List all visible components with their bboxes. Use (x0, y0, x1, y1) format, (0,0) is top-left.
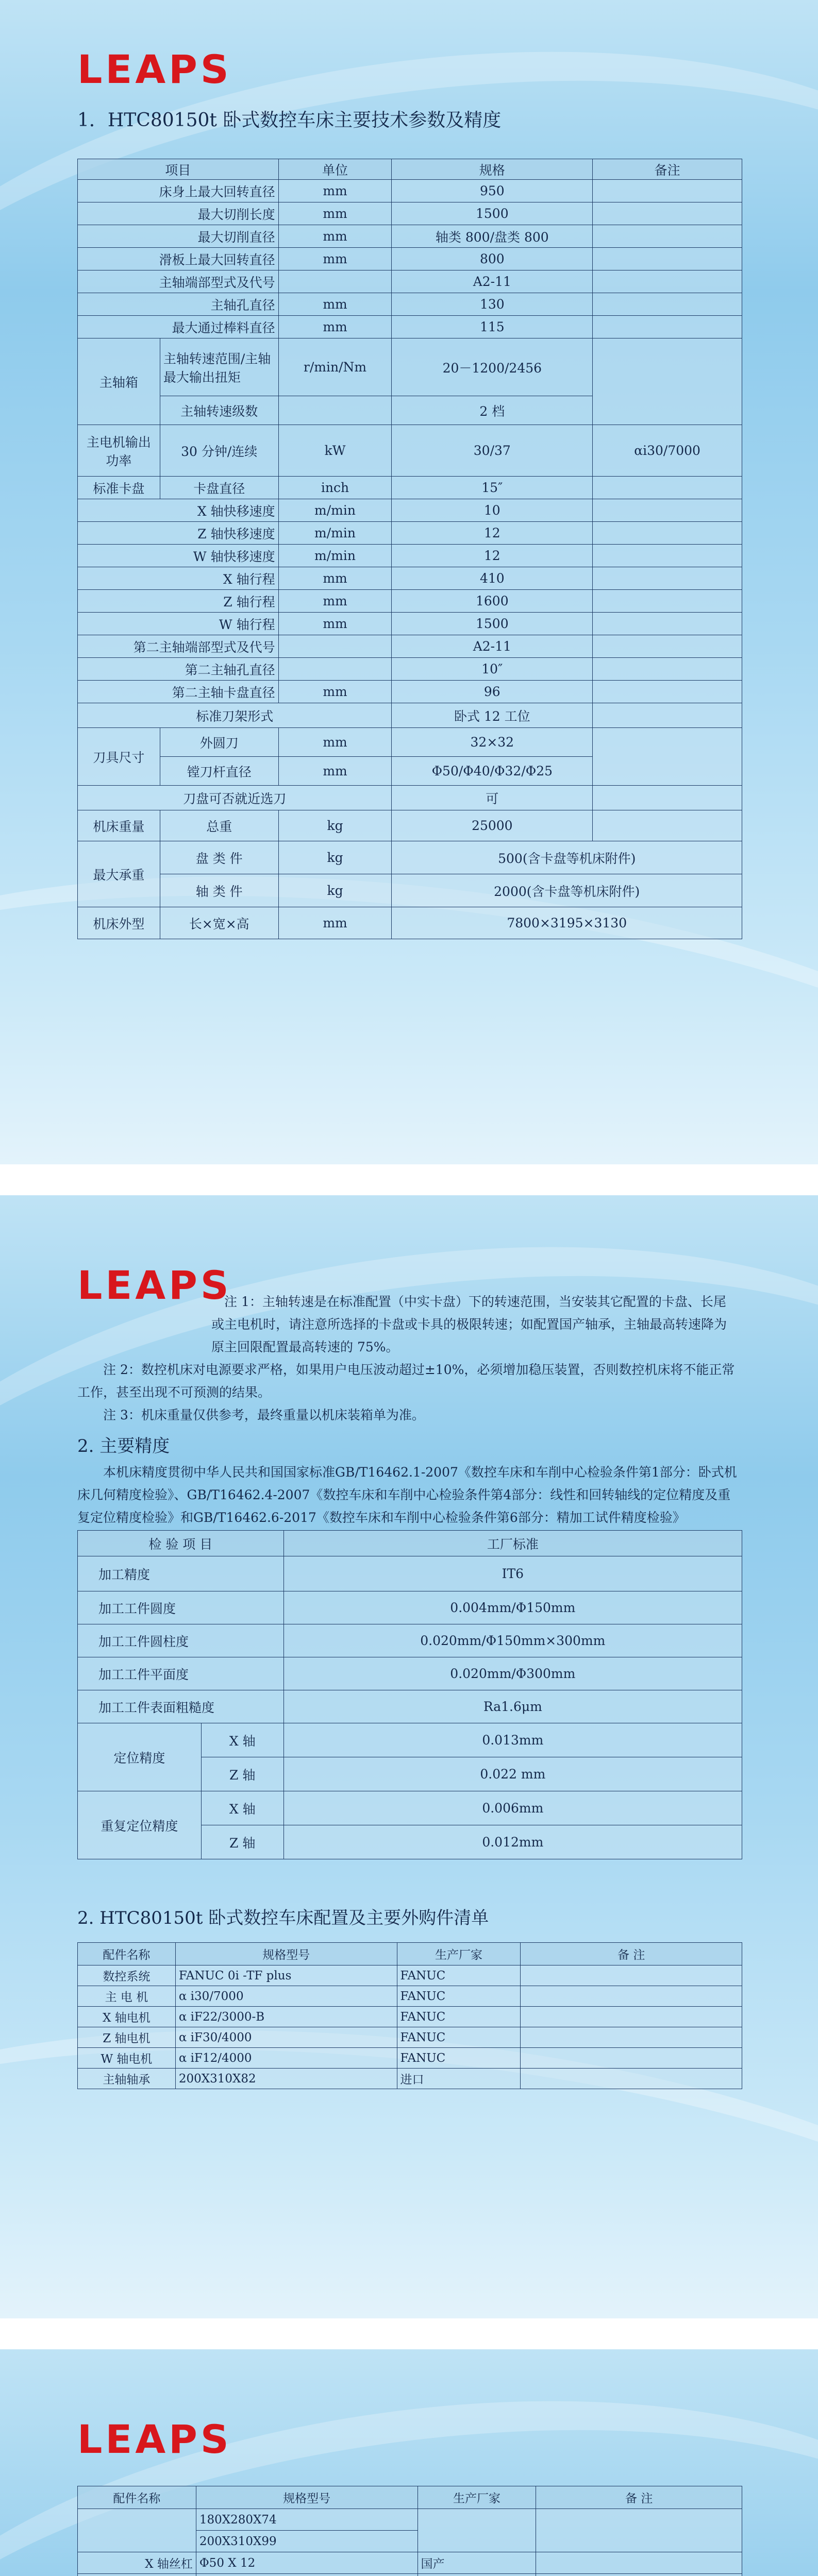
table-row: 标准卡盘 卡盘直径 inch 15″ (78, 477, 742, 499)
table-row: 床身上最大回转直径 mm 950 (78, 180, 742, 202)
leaps-logo: LEAPS (77, 1262, 232, 1308)
table-row: 加工工件圆柱度 0.020mm/Φ150mm×300mm (78, 1624, 742, 1657)
page-1 (0, 0, 818, 1164)
table-row: Z 轴行程 mm 1600 (78, 590, 742, 613)
table-row: 加工工件表面粗糙度 Ra1.6μm (78, 1690, 742, 1723)
table-row: Z 轴 0.012mm (78, 1825, 742, 1859)
table-row: W 轴行程 mm 1500 (78, 613, 742, 635)
param-section-title: 1．HTC80150t 卧式数控车床主要技术参数及精度 (77, 110, 502, 131)
table-row: 最大切削长度 mm 1500 (78, 202, 742, 225)
notes-block (77, 1291, 737, 1529)
table-row: 主 电 机 α i30/7000 FANUC (78, 1986, 742, 2007)
header-unit: 单位 (278, 159, 392, 180)
table-row: 主轴箱 主轴转速范围/主轴最大输出扭矩 r/min/Nm 20－1200/2456 (78, 338, 742, 396)
accuracy-text: 本机床精度贯彻中华人民共和国国家标准GB/T16462.1-2007《数控车床和车削中心检验条件第1部分：卧式机床几何精度检验》、GB/T16462.4-2007《数控车床和车削中心检验条件第4部分：线性和回转轴线的定位精度及重复定位精度检验》和GB/T16462.6-2017《数控车床和车削中心检验条件第6部分：精加工试件精度检验》 (77, 1465, 737, 1525)
page-3 (0, 2349, 818, 2576)
parts-table (77, 2486, 742, 2576)
table-row: 加工工件圆度 0.004mm/Φ150mm (78, 1591, 742, 1624)
table-row: 180X280X74 (78, 2509, 742, 2531)
header-item: 项目 (78, 159, 279, 180)
table-row: 标准刀架形式 卧式 12 工位 (78, 703, 742, 728)
header-part-name: 配件名称 (78, 2486, 196, 2509)
table-row: 机床外型 长×宽×高 mm 7800×3195×3130 (78, 907, 742, 939)
header-remark: 备 注 (536, 2486, 742, 2509)
table-row: 镗刀杆直径 mm Φ50/Φ40/Φ32/Φ25 (78, 757, 742, 786)
header-model: 规格型号 (175, 1943, 397, 1965)
table-row: 第二主轴卡盘直径 mm 96 (78, 681, 742, 703)
header-factory-std: 工厂标准 (283, 1531, 742, 1556)
page-gap (0, 1164, 818, 1195)
leaps-logo: LEAPS (77, 2416, 232, 2462)
table-row: 主轴孔直径 mm 130 (78, 293, 742, 316)
table-row: 定位精度 X 轴 0.013mm (78, 1723, 742, 1757)
table-row: 机床重量 总重 kg 25000 (78, 810, 742, 841)
header-maker: 生产厂家 (418, 2486, 536, 2509)
note-3: 注 3：机床重量仅供参考，最终重量以机床装箱单为准。 (103, 1408, 425, 1422)
table-row: X 轴电机 α iF22/3000-B FANUC (78, 2007, 742, 2027)
table-row: 最大承重 盘 类 件 kg 500(含卡盘等机床附件) (78, 841, 742, 874)
page-gap (0, 2318, 818, 2349)
header-remark: 备 注 (521, 1943, 742, 1965)
table-row: W 轴快移速度 m/min 12 (78, 545, 742, 567)
table-row: 主轴轴承 200X310X82 进口 (78, 2069, 742, 2089)
table-row: 刀具尺寸 外圆刀 mm 32×32 (78, 728, 742, 757)
header-maker: 生产厂家 (397, 1943, 521, 1965)
table-row: 200X310X99 (78, 2531, 742, 2552)
param-table (77, 159, 742, 939)
table-row: 重复定位精度 X 轴 0.006mm (78, 1791, 742, 1825)
table-row: 最大通过棒料直径 mm 115 (78, 316, 742, 338)
config-title: 2. HTC80150t 卧式数控车床配置及主要外购件清单 (77, 1908, 489, 1928)
table-row: 第二主轴孔直径 10″ (78, 658, 742, 681)
header-note: 备注 (593, 159, 742, 180)
config-table (77, 1942, 742, 2089)
header-part-name: 配件名称 (78, 1943, 176, 1965)
table-row: Z 轴电机 α iF30/4000 FANUC (78, 2027, 742, 2048)
table-row: X 轴丝杠 Φ50 X 12 国产 (78, 2552, 742, 2574)
header-model: 规格型号 (196, 2486, 418, 2509)
table-row: 加工工件平面度 0.020mm/Φ300mm (78, 1657, 742, 1690)
table-row: Z 轴快移速度 m/min 12 (78, 522, 742, 545)
table-row: 主轴转速级数 2 档 (78, 396, 742, 425)
table-row: X 轴行程 mm 410 (78, 567, 742, 590)
table-row: 主轴端部型式及代号 A2-11 (78, 270, 742, 293)
table-row: 第二主轴端部型式及代号 A2-11 (78, 635, 742, 658)
table-row: W 轴电机 α iF12/4000 FANUC (78, 2048, 742, 2069)
table-row: 刀盘可否就近选刀 可 (78, 786, 742, 810)
table-row: 主电机输出功率 30 分钟/连续 kW 30/37 αi30/7000 (78, 425, 742, 477)
note-1: 注 1：主轴转速是在标准配置（中实卡盘）下的转速范围，当安装其它配置的卡盘、长尾或主电机时，请注意所选择的卡盘或卡具的极限转速；如配置国产轴承，主轴最高转速降为原主回限配置最高转速的 75%。 (211, 1294, 727, 1354)
table-row: X 轴快移速度 m/min 10 (78, 499, 742, 522)
table-row (78, 2574, 742, 2576)
note-2: 注 2：数控机床对电源要求严格，如果用户电压波动超过±10%，必须增加稳压装置，否则数控机床将不能正常工作，甚至出现不可预测的结果。 (77, 1362, 735, 1400)
page-2 (0, 1195, 818, 2318)
header-check-item: 检 验 项 目 (78, 1531, 284, 1556)
leaps-logo: LEAPS (77, 46, 232, 92)
accuracy-table (77, 1530, 742, 1859)
table-row: 轴 类 件 kg 2000(含卡盘等机床附件) (78, 874, 742, 907)
accuracy-title: 2. 主要精度 (77, 1436, 170, 1456)
header-spec: 规格 (392, 159, 593, 180)
table-row: 滑板上最大回转直径 mm 800 (78, 248, 742, 270)
table-row: 加工精度 IT6 (78, 1556, 742, 1591)
table-row: 最大切削直径 mm 轴类 800/盘类 800 (78, 225, 742, 248)
table-row: Z 轴 0.022 mm (78, 1757, 742, 1791)
table-row: 数控系统 FANUC 0i -TF plus FANUC (78, 1965, 742, 1986)
